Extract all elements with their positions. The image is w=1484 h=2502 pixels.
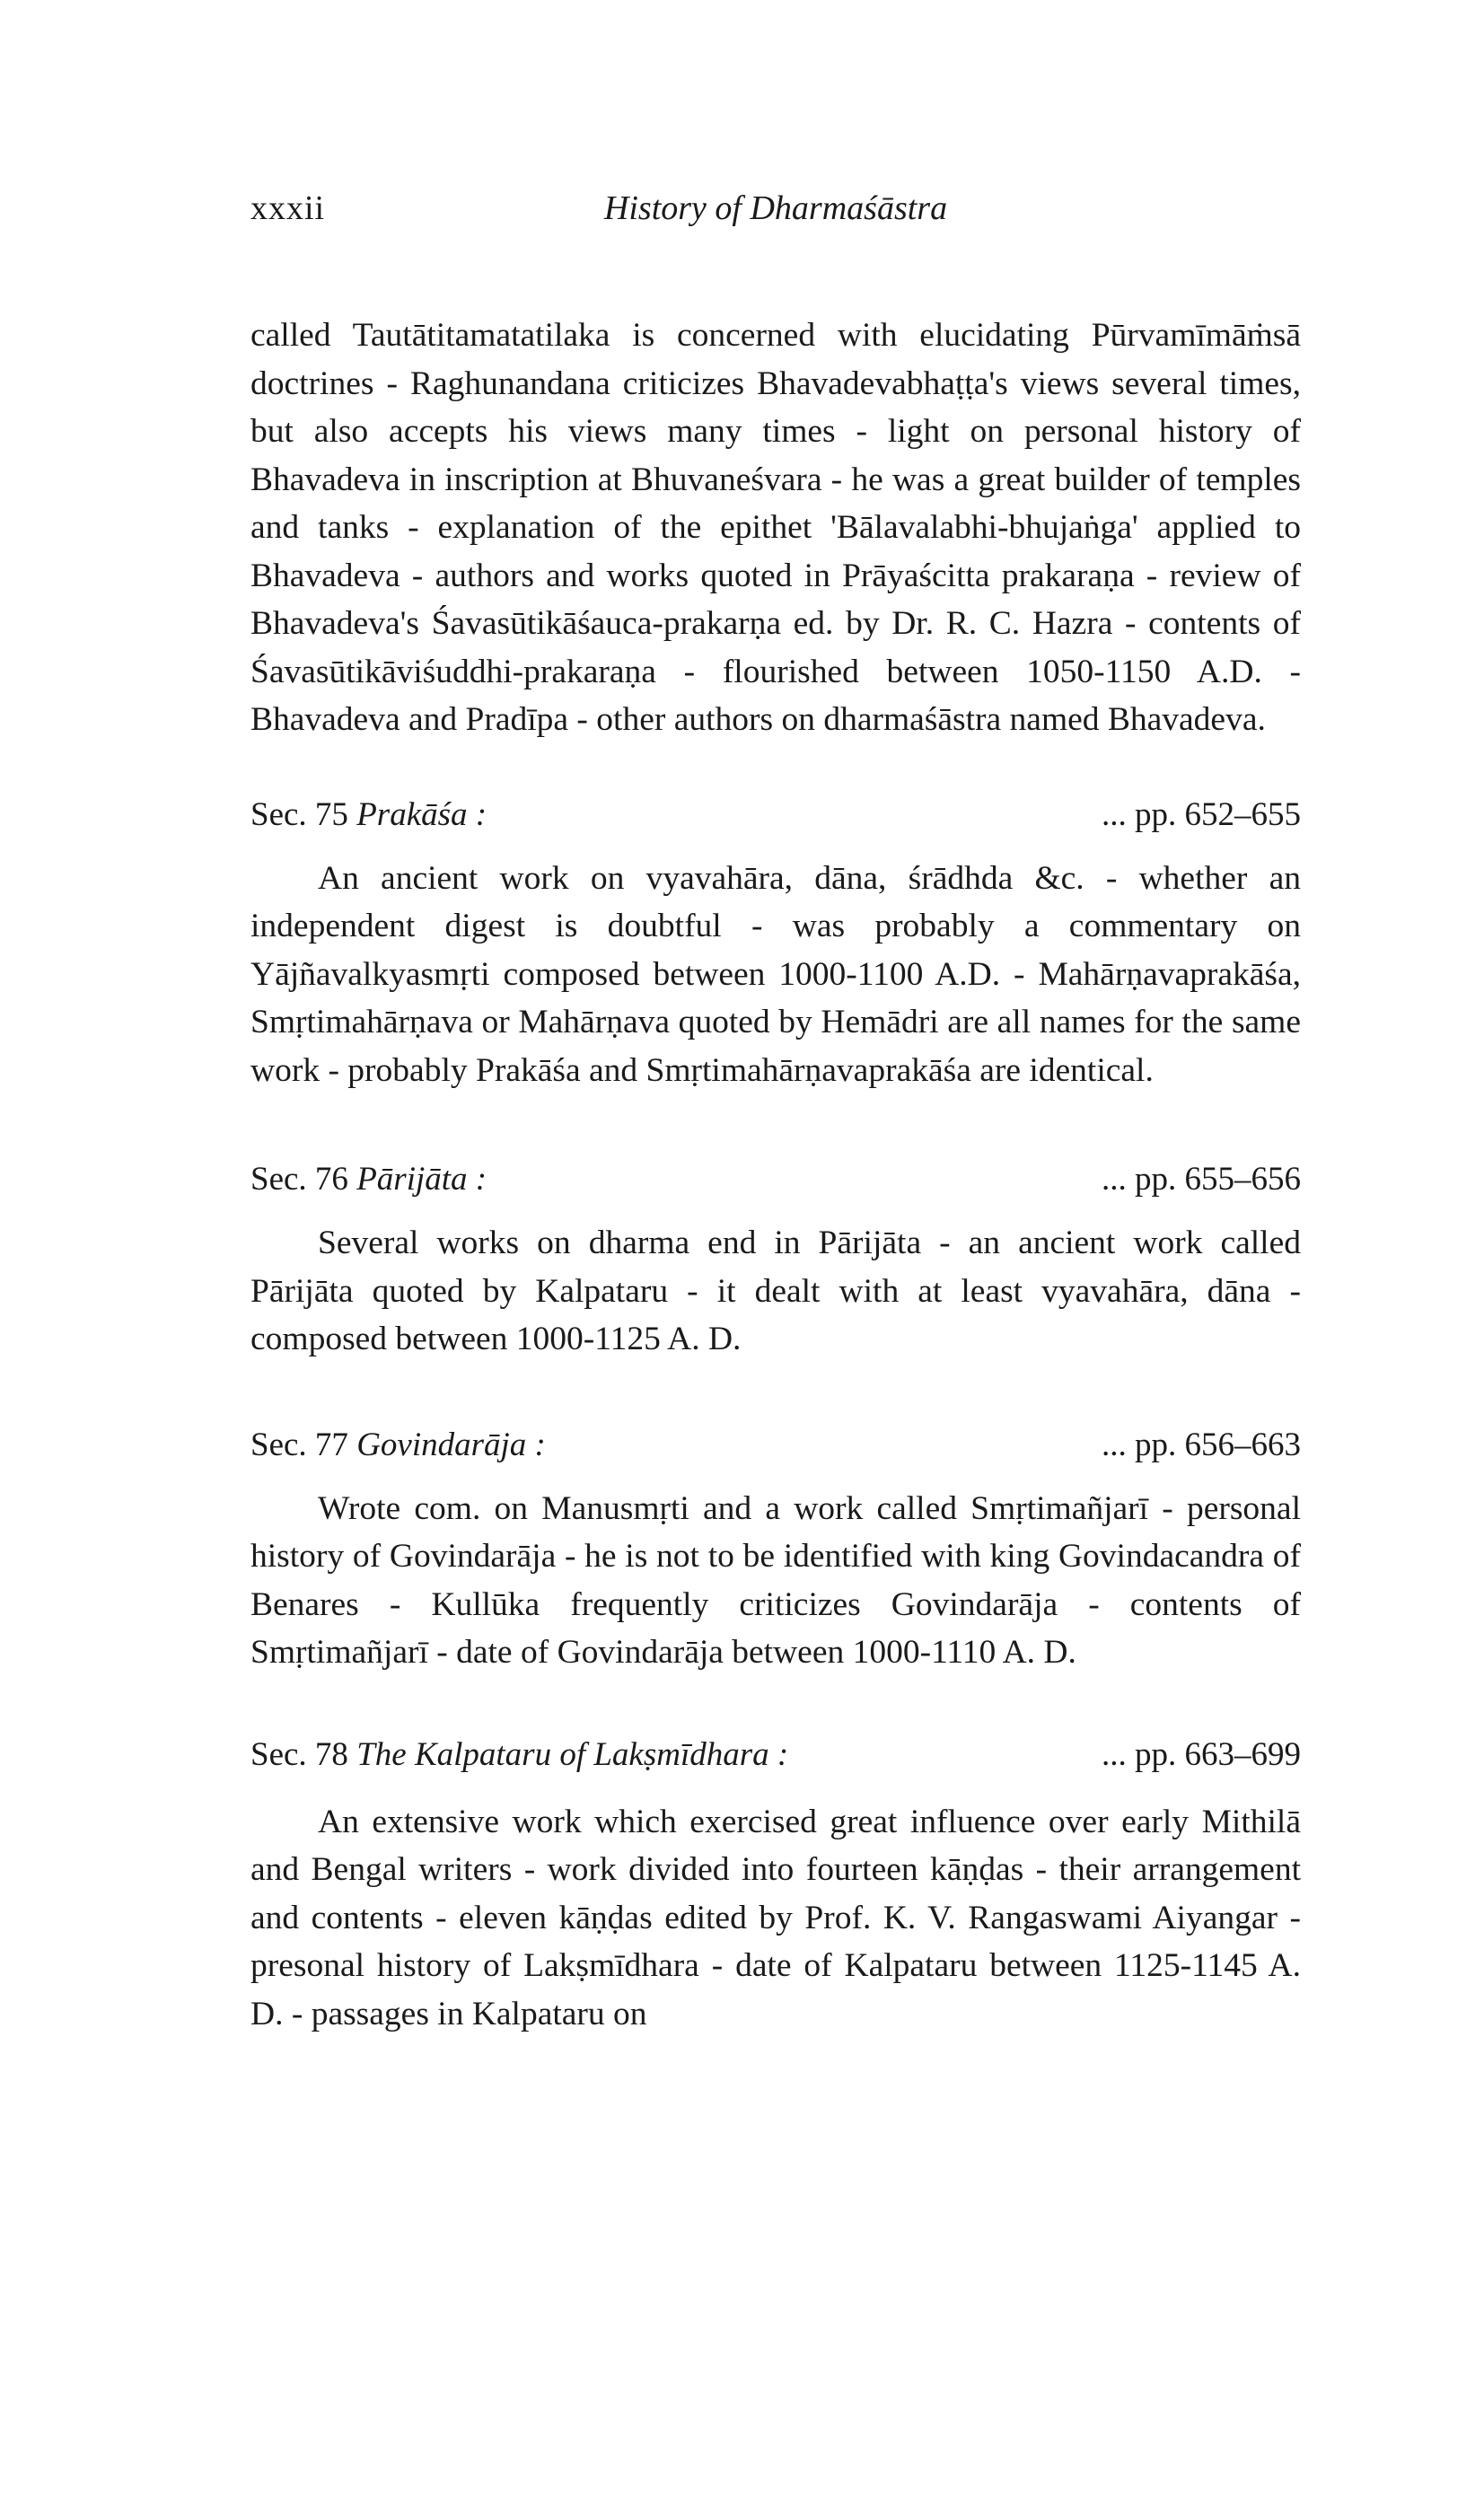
section-heading-75 [250, 791, 1301, 838]
section-label: Sec. 77 [250, 1426, 348, 1463]
section-paragraph-75: An ancient work on vyavahāra, dāna, śrādhda &c. - whether an independent digest is doubtful - was probably a commentary on Yājñavalkyasmṛti composed between 1000-1100 A.D. - Mahārṇavaprakāśa, Smṛtimahārṇava or Mahārṇava quoted by Hemādri are all names for the same work - probably Prakāśa and Smṛtimahārṇavaprakāśa are identical. [250, 859, 1301, 1089]
intro-paragraph: called Tautātitamatatilaka is concerned with elucidating Pūrvamīmāṁsā doctrines - Raghunandana criticizes Bhavadevabhaṭṭa's views several times, but also accepts his views many times - light on personal history of Bhavadeva in inscription at Bhuvaneśvara - he was a great builder of temples and tanks - explanation of the epithet 'Bālavalabhi-bhujaṅga' applied to Bhavadeva - authors and works quoted in Prāyaścitta prakaraṇa - review of Bhavadeva's Śavasūtikāśauca-prakarṇa ed. by Dr. R. C. Hazra - contents of Śavasūtikāviśuddhi-prakaraṇa - flourished between 1050-1150 A.D. - Bhavadeva and Pradīpa - other authors on dharmaśāstra named Bhavadeva. [250, 317, 1301, 738]
section-title: Pārijāta : [356, 1161, 487, 1198]
section-paragraph-77: Wrote com. on Manusmṛti and a work called Smṛtimañjarī - personal history of Govindarāja - he is not to be identified with king Govindacandra of Benares - Kullūka frequently criticizes Govindarāja - contents of Smṛtimañjarī - date of Govindarāja between 1000-1110 A. D. [250, 1489, 1301, 1671]
section-heading-76 [250, 1155, 1301, 1203]
section-page-range: ... pp. 663–699 [1102, 1735, 1301, 1773]
section-label: Sec. 75 [250, 795, 348, 833]
section-heading-77 [250, 1421, 1301, 1469]
section-heading-78 [250, 1731, 1301, 1778]
section-heading-left [250, 1731, 788, 1778]
section-paragraph-78: An extensive work which exercised great influence over early Mithilā and Bengal writers - work divided into fourteen kāṇḍas - their arrangement and contents - eleven kāṇḍas edited by Prof. K. V. Rangaswami Aiyangar - presonal history of Lakṣmīdhara - date of Kalpataru between 1125-1145 A. D. - passages in Kalpataru on [250, 1803, 1301, 2032]
section-label: Sec. 78 [250, 1735, 348, 1773]
section-heading-left [250, 791, 487, 838]
section-label: Sec. 76 [250, 1161, 348, 1198]
section-page-range: ... pp. 656–663 [1102, 1426, 1301, 1463]
section-title: Prakāśa : [356, 795, 487, 833]
book-page [250, 189, 1301, 2038]
section-heading-left [250, 1421, 546, 1469]
section-page-range: ... pp. 655–656 [1102, 1161, 1301, 1198]
section-heading-left [250, 1155, 487, 1203]
section-page-range: ... pp. 652–655 [1102, 795, 1301, 833]
running-title: History of Dharmaśāstra [603, 189, 948, 227]
section-title: The Kalpataru of Lakṣmīdhara : [356, 1735, 789, 1773]
section-paragraph-76: Several works on dharma end in Pārijāta - an ancient work called Pārijāta quoted by Kalpataru - it dealt with at least vyavahāra, dāna - composed between 1000-1125 A. D. [250, 1225, 1301, 1357]
running-header [250, 189, 1301, 242]
page-number: xxxii [250, 189, 326, 227]
section-title: Govindarāja : [356, 1426, 546, 1463]
